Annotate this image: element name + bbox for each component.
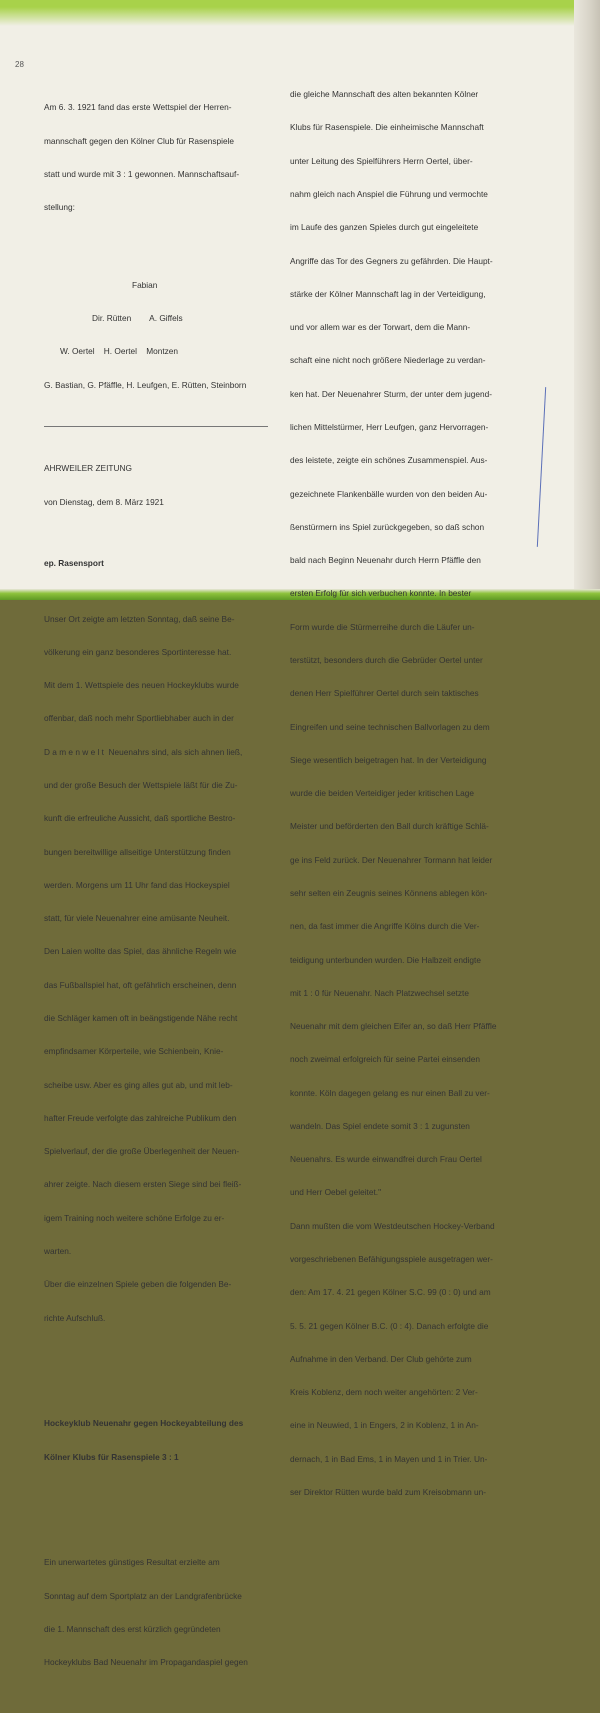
text-line: eine in Neuwied, 1 in Engers, 2 in Koblenz, 1 in An- bbox=[290, 1420, 479, 1431]
text-line: stärke der Kölner Mannschaft lag in der Verteidigung, bbox=[290, 288, 486, 299]
lineup bbox=[44, 258, 284, 413]
page-top-edge bbox=[0, 0, 600, 26]
text-line: noch zweimal erfolgreich für seine Partei einsenden bbox=[290, 1054, 481, 1065]
text-line: warten. bbox=[44, 1245, 72, 1256]
text-line: die Schläger kamen oft in beängstigende Nähe recht bbox=[44, 1012, 238, 1023]
newspaper-date: von Dienstag, dem 8. März 1921 bbox=[44, 496, 164, 507]
text-line: Ein unerwartetes günstiges Resultat erzielte am bbox=[44, 1557, 220, 1568]
text-line: werden. Morgens um 11 Uhr fand das Hockeyspiel bbox=[44, 879, 230, 890]
lineup-line: Dir. Rütten A. Giffels bbox=[92, 313, 183, 324]
text-line: nahm gleich nach Anspiel die Führung und vermochte bbox=[290, 189, 488, 200]
lineup-line: W. Oertel H. Oertel Montzen bbox=[60, 346, 179, 357]
text-line: stellung: bbox=[44, 202, 75, 213]
text-line: ser Direktor Rütten wurde bald zum Kreisobmann un- bbox=[290, 1487, 486, 1497]
text-line: Hockeyklubs Bad Neuenahr im Propagandaspiel gegen bbox=[44, 1657, 248, 1668]
text-line: wurde die beiden Verteidiger jeder kritischen Lage bbox=[290, 788, 475, 799]
text-line: Meister und beförderten den Ball durch kräftige Schlä- bbox=[290, 821, 489, 832]
text-line: denen Herr Spielführer Oertel durch sein taktisches bbox=[290, 688, 479, 699]
text-line: sehr selten ein Zeugnis seines Könnens ablegen kön- bbox=[290, 887, 488, 898]
text-line: 5. 5. 21 gegen Kölner B.C. (0 : 4). Danach erfolgte die bbox=[290, 1320, 489, 1331]
text-line: scheibe usw. Aber es ging alles gut ab, und mit leb- bbox=[44, 1079, 233, 1090]
lineup-line: Fabian bbox=[132, 279, 158, 290]
text-line: ken hat. Der Neuenahrer Sturm, der unter dem jugend- bbox=[290, 388, 492, 399]
text-line: Aufnahme in den Verband. Der Club gehörte zum bbox=[290, 1353, 472, 1364]
match-heading bbox=[44, 1396, 284, 1485]
text-line: und Herr Oebel geleitet." bbox=[290, 1187, 382, 1198]
text-line: unter Leitung des Spielführers Herrn Oertel, über- bbox=[290, 155, 473, 166]
text-line: schaft eine nicht noch größere Niederlage zu verdan- bbox=[290, 355, 486, 366]
text-line: statt, für viele Neuenahrer eine amüsante Neuheit. bbox=[44, 913, 230, 924]
text-line: Spielverlauf, der die große Überlegenheit der Neuen- bbox=[44, 1146, 240, 1157]
text-line: richte Aufschluß. bbox=[44, 1312, 106, 1323]
text-line: D a m e n w e l t Neuenahrs sind, als sich ahnen ließ, bbox=[44, 746, 243, 757]
text-line: mit 1 : 0 für Neuenahr. Nach Platzwechsel setzte bbox=[290, 987, 469, 998]
text-line: im Laufe des ganzen Spieles durch gut eingeleitete bbox=[290, 222, 479, 233]
newspaper-title: AHRWEILER ZEITUNG bbox=[44, 463, 132, 474]
intro-paragraph bbox=[44, 80, 284, 235]
text-line: völkerung ein ganz besonderes Sportinteresse hat. bbox=[44, 646, 232, 657]
text-line: dernach, 1 in Bad Ems, 1 in Mayen und 1 in Trier. Un- bbox=[290, 1453, 488, 1464]
text-line: statt und wurde mit 3 : 1 gewonnen. Mannschaftsauf- bbox=[44, 168, 240, 179]
text-line: Mit dem 1. Wettspiele des neuen Hockeyklubs wurde bbox=[44, 680, 239, 691]
text-line: und vor allem war es der Torwart, dem die Mann- bbox=[290, 322, 471, 333]
text-line: Kreis Koblenz, dem noch weiter angehörten: 2 Ver- bbox=[290, 1387, 478, 1398]
text-line: Unser Ort zeigte am letzten Sonntag, daß seine Be- bbox=[44, 613, 235, 624]
text-line: Form wurde die Stürmerreihe durch die Läufer un- bbox=[290, 621, 475, 632]
text-line: hafter Freude verfolgte das zahlreiche Publikum den bbox=[44, 1112, 237, 1123]
text-line: kunft die erfreuliche Aussicht, daß sportliche Bestro- bbox=[44, 813, 236, 824]
text-line: ahrer zeigte. Nach diesem ersten Siege sind bei fleiß- bbox=[44, 1179, 242, 1190]
text-line: Sonntag auf dem Sportplatz an der Landgrafenbrücke bbox=[44, 1590, 242, 1601]
lineup-line: G. Bastian, G. Pfäffle, H. Leufgen, E. Rütten, Steinborn bbox=[44, 379, 247, 390]
divider bbox=[44, 426, 268, 427]
text-line: das Fußballspiel hat, oft gefährlich erscheinen, denn bbox=[44, 979, 237, 990]
text-line: Klubs für Rasenspiele. Die einheimische Mannschaft bbox=[290, 122, 484, 133]
text-line: wandeln. Das Spiel endete somit 3 : 1 zugunsten bbox=[290, 1120, 470, 1131]
text-line: offenbar, daß noch mehr Sportliebhaber auch in der bbox=[44, 713, 234, 724]
page-number: 28 bbox=[15, 60, 24, 69]
text-line: die gleiche Mannschaft des alten bekannten Kölner bbox=[290, 89, 479, 100]
article-paragraph bbox=[44, 591, 284, 1345]
text-line: Siege wesentlich beigetragen hat. In der Verteidigung bbox=[290, 754, 487, 765]
text-line: Neuenahr mit dem gleichen Eifer an, so daß Herr Pfäffle bbox=[290, 1021, 497, 1032]
right-column bbox=[290, 67, 538, 1520]
pen-margin-mark bbox=[537, 387, 546, 547]
text-line: Angriffe das Tor des Gegners zu gefährden. Die Haupt- bbox=[290, 255, 493, 266]
text-line: ersten Erfolg für sich verbuchen konnte. In bester bbox=[290, 588, 472, 599]
section-heading: ep. Rasensport bbox=[44, 558, 104, 569]
text-line: bald nach Beginn Neuenahr durch Herrn Pfäffle den bbox=[290, 555, 481, 566]
text-line: den: Am 17. 4. 21 gegen Kölner S.C. 99 (0 : 0) und am bbox=[290, 1287, 491, 1298]
text-line: vorgeschriebenen Befähigungsspiele ausgetragen wer- bbox=[290, 1254, 493, 1265]
text-line: terstützt, besonders durch die Gebrüder Oertel unter bbox=[290, 654, 483, 665]
text-line: ge ins Feld zurück. Der Neuenahrer Tormann hat leider bbox=[290, 854, 493, 865]
text-line: Eingreifen und seine technischen Ballvorlagen zu dem bbox=[290, 721, 490, 732]
text-line: nen, da fast immer die Angriffe Kölns durch die Ver- bbox=[290, 921, 480, 932]
text-line: teidigung unterbunden wurden. Die Halbzeit endigte bbox=[290, 954, 481, 965]
text-line: Neuenahrs. Es wurde einwandfrei durch Frau Oertel bbox=[290, 1154, 482, 1165]
text-line: konnte. Köln dagegen gelang es nur einen Ball zu ver- bbox=[290, 1087, 490, 1098]
text-line: empfindsamer Körperteile, wie Schienbein, Knie- bbox=[44, 1046, 224, 1057]
text-line: Hockeyklub Neuenahr gegen Hockeyabteilung des bbox=[44, 1418, 244, 1429]
left-column bbox=[44, 58, 284, 1713]
text-line: des leistete, zeigte ein schönes Zusammenspiel. Aus- bbox=[290, 455, 488, 466]
page-right-edge bbox=[574, 0, 600, 600]
text-line: gezeichnete Flankenbälle wurden von den beiden Au- bbox=[290, 488, 488, 499]
text-line: ßenstürmern ins Spiel zurückgegeben, so daß schon bbox=[290, 521, 485, 532]
text-line: igem Training noch weitere schöne Erfolge zu er- bbox=[44, 1212, 225, 1223]
text-line: mannschaft gegen den Kölner Club für Rasenspiele bbox=[44, 135, 235, 146]
text-line: bungen bereitwillige allseitige Unterstützung finden bbox=[44, 846, 231, 857]
text-line: Am 6. 3. 1921 fand das erste Wettspiel der Herren- bbox=[44, 102, 232, 113]
text-line: und der große Besuch der Wettspiele läßt für die Zu- bbox=[44, 780, 238, 790]
text-line: Den Laien wollte das Spiel, das ähnliche Regeln wie bbox=[44, 946, 237, 957]
text-line: lichen Mittelstürmer, Herr Leufgen, ganz Hervorragen- bbox=[290, 422, 489, 432]
text-line: Über die einzelnen Spiele geben die folgenden Be- bbox=[44, 1279, 232, 1290]
text-line: die 1. Mannschaft des erst kürzlich gegründeten bbox=[44, 1624, 221, 1635]
text-line: Dann mußten die vom Westdeutschen Hockey-Verband bbox=[290, 1220, 495, 1231]
match-paragraph bbox=[44, 1535, 284, 1690]
text-line: Kölner Klubs für Rasenspiele 3 : 1 bbox=[44, 1451, 179, 1462]
